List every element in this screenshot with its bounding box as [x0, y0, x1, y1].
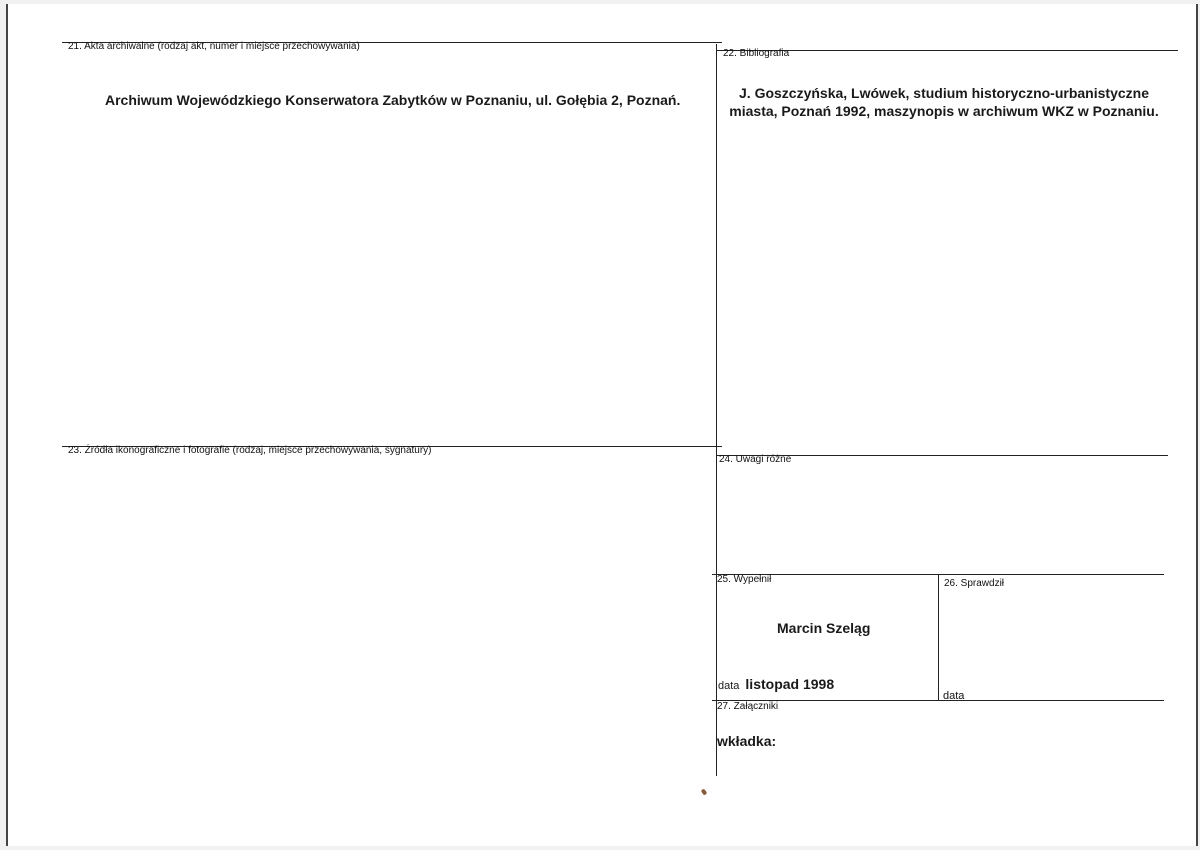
- section-24-label: 24. Uwagi różne: [719, 454, 792, 465]
- section-25-label: 25. Wypełnił: [717, 574, 772, 585]
- filled-by-date-value: listopad 1998: [745, 676, 835, 692]
- bibliography-line-2: miasta, Poznań 1992, maszynopis w archiwum WKZ w Poznaniu.: [729, 103, 1159, 119]
- form-sheet: [6, 4, 1198, 846]
- signature-divider: [938, 575, 939, 701]
- filled-by-date: [718, 676, 834, 692]
- filled-by-name: Marcin Szeląg: [777, 620, 871, 636]
- bibliography-line-1: J. Goszczyńska, Lwówek, studium historyczno-urbanistyczne: [739, 85, 1149, 101]
- section-26-label: 26. Sprawdził: [944, 578, 1005, 589]
- section-22-label: 22. Bibliografia: [723, 48, 790, 59]
- checked-by-date-label: data: [943, 690, 965, 702]
- section-21-label: 21. Akta archiwalne (rodzaj akt, numer i miejsce przechowywania): [68, 41, 360, 52]
- ink-speck: [701, 788, 708, 795]
- section-23-label: 23. Źródła ikonograficzne i fotografie (rodzaj, miejsce przechowywania, sygnatury): [68, 445, 432, 456]
- attachments-value: wkładka:: [717, 733, 777, 749]
- section-21-value: Archiwum Wojewódzkiego Konserwatora Zabytków w Poznaniu, ul. Gołębia 2, Poznań.: [105, 92, 681, 108]
- section-22-bibliography: [720, 84, 1168, 120]
- section-27-label: 27. Załączniki: [717, 701, 779, 712]
- attachments-rule: [712, 700, 1164, 701]
- filled-by-date-label: data: [718, 680, 740, 692]
- center-divider: [716, 44, 717, 776]
